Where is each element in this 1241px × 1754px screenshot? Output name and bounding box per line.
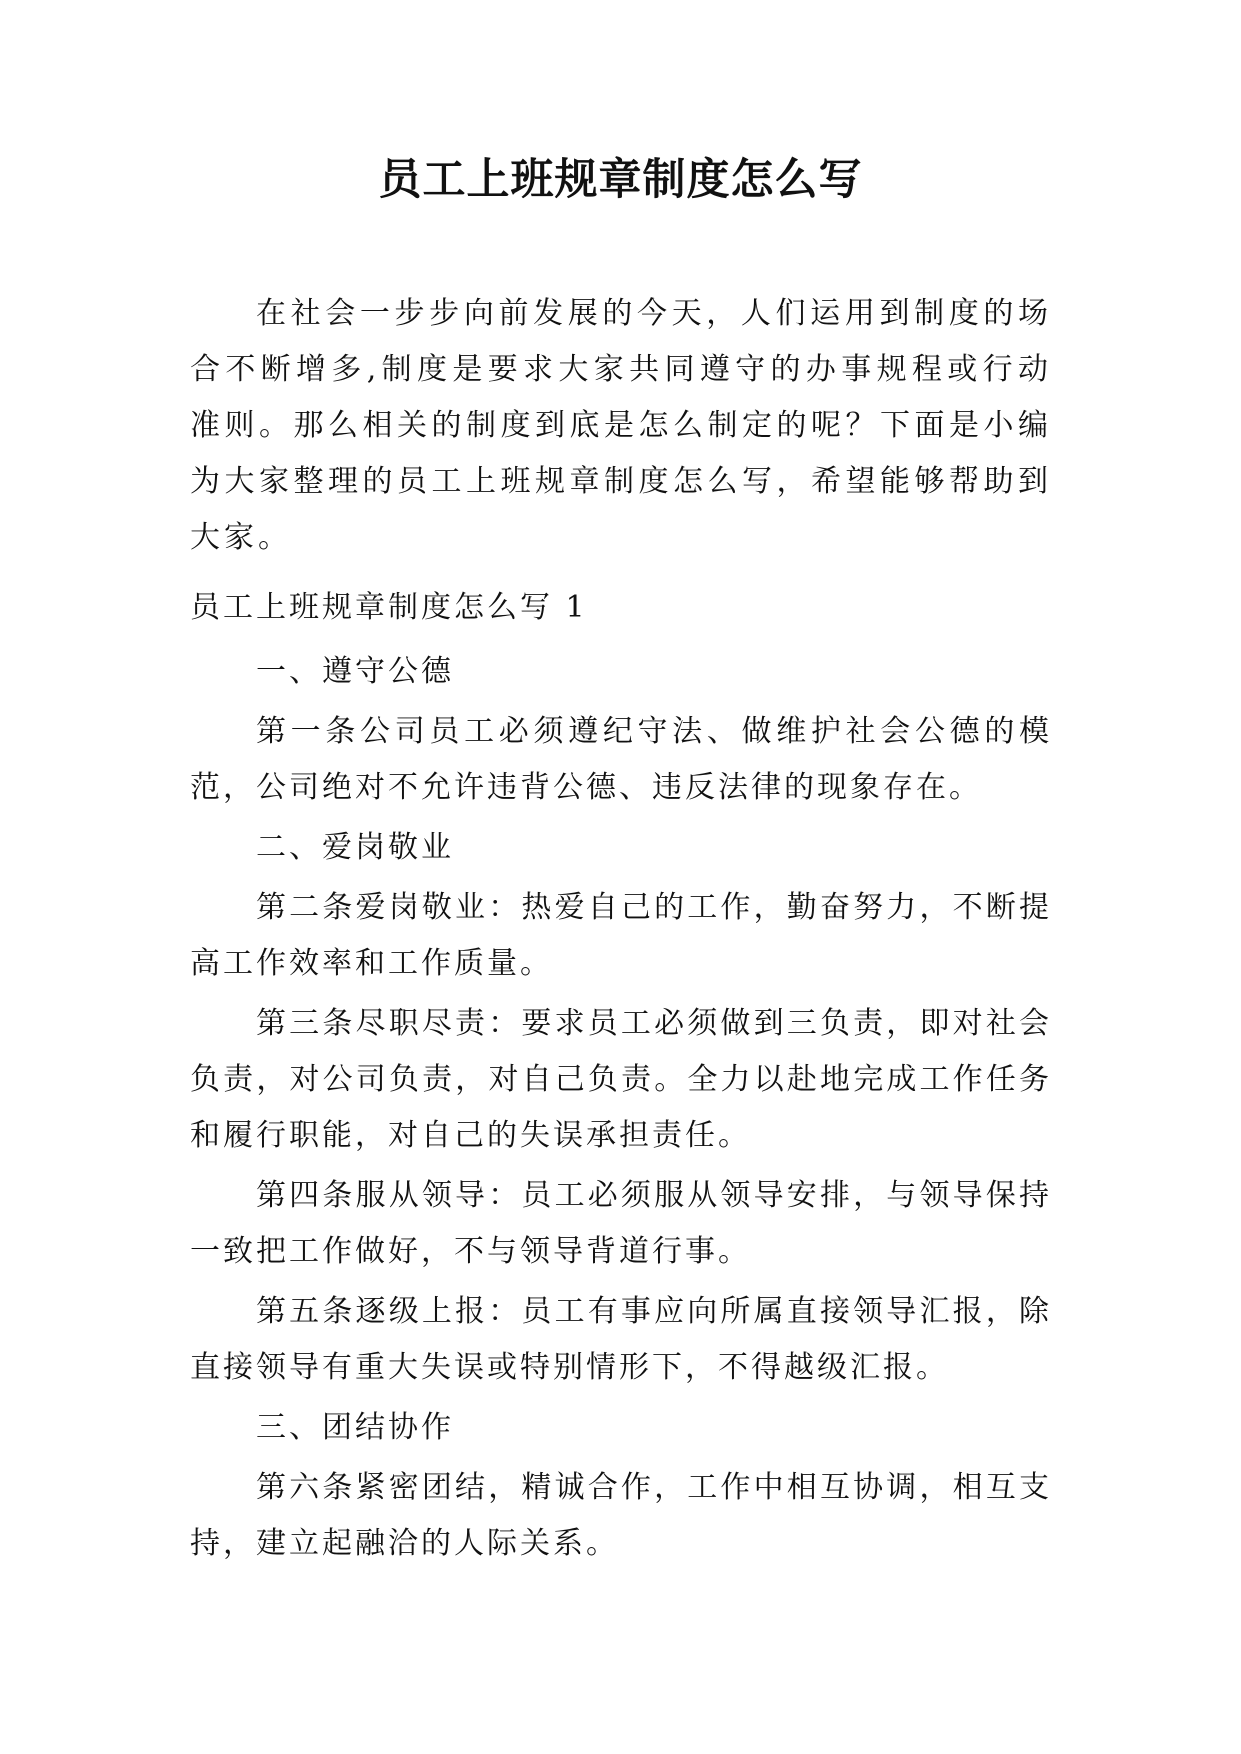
article-1: 第一条公司员工必须遵纪守法、做维护社会公德的模范，公司绝对不允许违背公德、违反法律的现象存在。: [190, 714, 1052, 805]
article-5: 第五条逐级上报：员工有事应向所属直接领导汇报，除直接领导有重大失误或特别情形下，不得越级汇报。: [190, 1294, 1052, 1385]
intro-paragraph: 在社会一步步向前发展的今天，人们运用到制度的场合不断增多,制度是要求大家共同遵守的办事规程或行动准则。那么相关的制度到底是怎么制定的呢？下面是小编为大家整理的员工上班规章制度怎么写，希望能够帮助到大家。: [190, 296, 1052, 555]
subheading-3: 三、团结协作: [256, 1410, 454, 1445]
subheading-1: 一、遵守公德: [256, 654, 454, 689]
document-body: [190, 580, 1052, 1576]
document-title: 员工上班规章制度怎么写: [378, 155, 863, 205]
section-heading: 员工上班规章制度怎么写 1: [190, 590, 588, 625]
article-2: 第二条爱岗敬业：热爱自己的工作，勤奋努力，不断提高工作效率和工作质量。: [190, 890, 1052, 981]
article-4: 第四条服从领导：员工必须服从领导安排，与领导保持一致把工作做好，不与领导背道行事。: [190, 1178, 1052, 1269]
article-6: 第六条紧密团结，精诚合作，工作中相互协调，相互支持，建立起融洽的人际关系。: [190, 1470, 1052, 1561]
subheading-2: 二、爱岗敬业: [256, 830, 454, 865]
article-3: 第三条尽职尽责：要求员工必须做到三负责，即对社会负责，对公司负责，对自己负责。全力以赴地完成工作任务和履行职能，对自己的失误承担责任。: [190, 1006, 1052, 1153]
